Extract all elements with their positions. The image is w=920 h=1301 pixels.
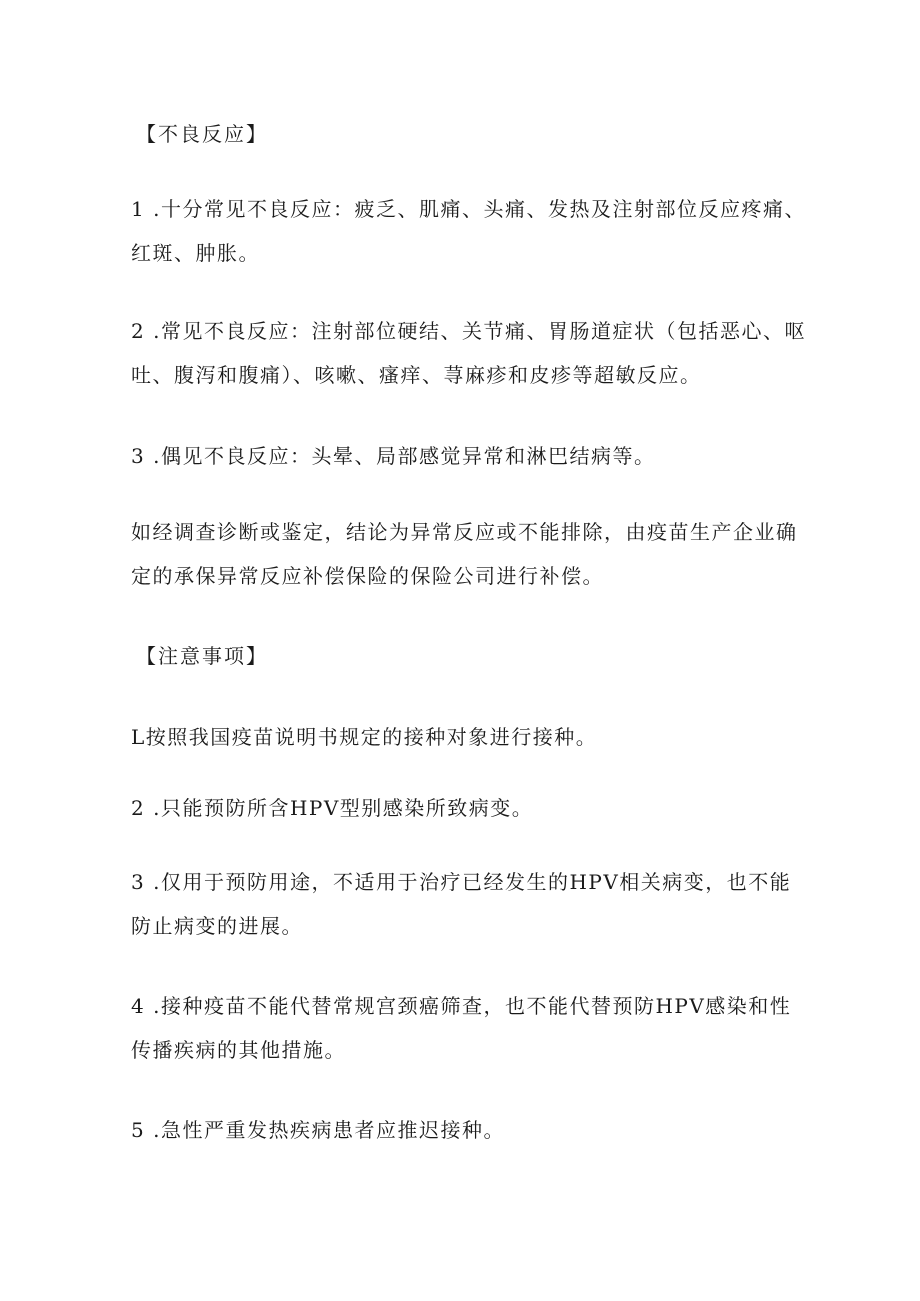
adverse-reaction-item-3: 3 .偶见不良反应：头晕、局部感觉异常和淋巴结病等。 [131, 444, 656, 468]
precaution-item-2: 2 .只能预防所含HPV型别感染所致病变。 [131, 796, 534, 820]
precaution-item-1: L按照我国疫苗说明书规定的接种对象进行接种。 [131, 725, 598, 749]
precaution-item-5: 5 .急性严重发热疾病患者应推迟接种。 [131, 1118, 505, 1142]
precaution-item-4: 4 .接种疫苗不能代替常规宫颈癌筛查，也不能代替预防HPV感染和性传播疾病的其他措施。 [131, 994, 792, 1062]
adverse-reaction-item-2: 2 .常见不良反应：注射部位硬结、关节痛、胃肠道症状（包括恶心、呕吐、腹泻和腹痛）、咳嗽、瘙痒、荨麻疹和皮疹等超敏反应。 [131, 319, 806, 387]
compensation-paragraph: 如经调查诊断或鉴定，结论为异常反应或不能排除，由疫苗生产企业确定的承保异常反应补偿保险的保险公司进行补偿。 [131, 520, 798, 588]
precaution-item-3: 3 .仅用于预防用途，不适用于治疗已经发生的HPV相关病变，也不能防止病变的进展。 [131, 870, 792, 938]
section-heading-precautions: 【注意事项】 [136, 644, 268, 668]
adverse-reaction-item-1: 1 .十分常见不良反应：疲乏、肌痛、头痛、发热及注射部位反应疼痛、红斑、肿胀。 [131, 197, 806, 265]
section-heading-adverse-reactions: 【不良反应】 [136, 122, 268, 146]
